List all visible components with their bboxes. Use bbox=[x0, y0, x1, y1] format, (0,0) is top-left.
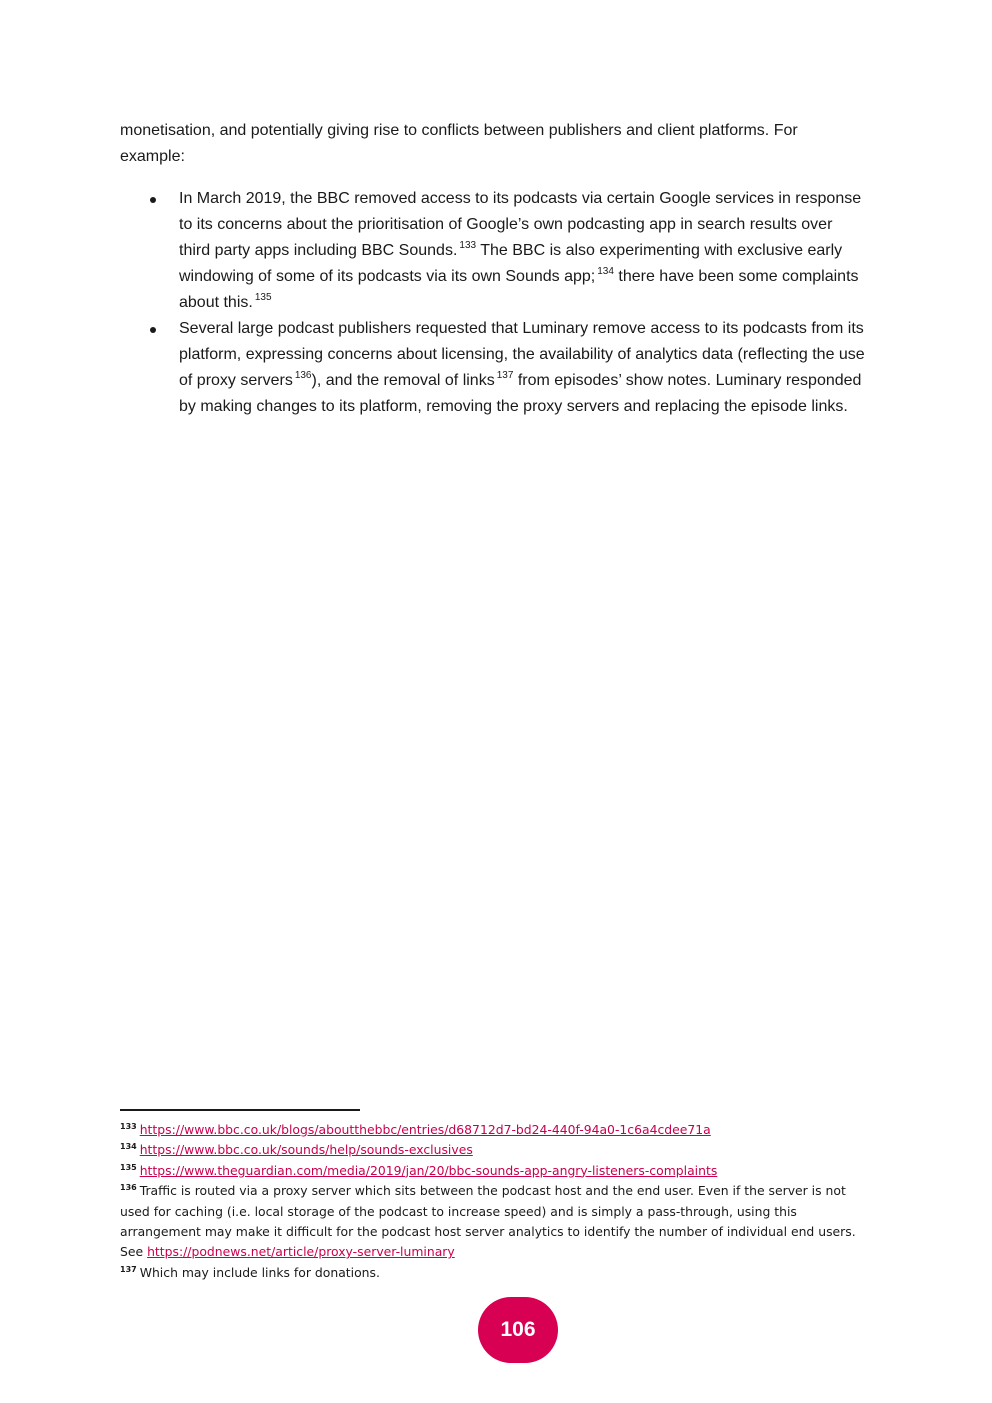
footnote-135 bbox=[120, 1161, 868, 1181]
intro-paragraph: monetisation, and potentially giving rise to conflicts between publishers and client platforms. For example: bbox=[120, 122, 798, 165]
page-number-badge: 106 bbox=[478, 1297, 558, 1363]
footnote-ref[interactable]: 136 bbox=[294, 370, 312, 381]
footnote-137 bbox=[120, 1263, 868, 1283]
bullet-icon bbox=[150, 197, 156, 203]
body-text bbox=[120, 118, 865, 420]
bullet-text: In March 2019, the BBC removed access to its podcasts via certain Google services in response to its concerns about the prioritisation of Google’s own podcasting app in search results over third party apps including BBC Sounds. bbox=[179, 190, 862, 259]
footnote-link[interactable]: https://podnews.net/article/proxy-server-luminary bbox=[147, 1244, 455, 1260]
footnote-number: 134 bbox=[120, 1142, 137, 1152]
footnote-ref[interactable]: 133 bbox=[459, 240, 477, 251]
bullet-text: from episodes’ show notes. Luminary responded by making changes to its platform, removing the proxy servers and replacing the episode links. bbox=[179, 372, 862, 415]
footnote-number: 135 bbox=[120, 1162, 137, 1172]
footnote-text: Traffic is routed via a proxy server which sits between the podcast host and the end user. Even if the server is not used for caching (i.e. local storage of the podcast to increase speed) and is simply a pass-through, using this arrangement may make it difficult for the podcast host server analytics to identify the number of individual end users. See bbox=[120, 1183, 856, 1260]
footnote-134 bbox=[120, 1140, 868, 1160]
footnote-link[interactable]: https://www.bbc.co.uk/blogs/aboutthebbc/entries/d68712d7-bd24-440f-94a0-1c6a4cdee71a bbox=[139, 1122, 711, 1137]
bullet-text: Several large podcast publishers requested that Luminary remove access to its podcasts from its platform, expressing concerns about licensing, the availability of analytics data (reflecting the use of proxy servers bbox=[179, 320, 865, 389]
footnote-ref[interactable]: 135 bbox=[254, 292, 272, 303]
footnotes bbox=[120, 1120, 868, 1283]
footnote-number: 136 bbox=[120, 1183, 137, 1193]
bullet-text: The BBC is also experimenting with exclusive early windowing of some of its podcasts via its own Sounds app; bbox=[179, 242, 843, 285]
footnote-ref[interactable]: 137 bbox=[496, 370, 514, 381]
footnote-link[interactable]: https://www.theguardian.com/media/2019/jan/20/bbc-sounds-app-angry-listeners-complaints bbox=[139, 1162, 718, 1178]
footnote-separator bbox=[120, 1109, 360, 1111]
footnote-text: Which may include links for donations. bbox=[139, 1264, 380, 1280]
list-item bbox=[120, 186, 865, 316]
footnote-number: 137 bbox=[120, 1264, 137, 1274]
bullet-icon bbox=[150, 327, 156, 333]
footnote-133 bbox=[120, 1120, 868, 1140]
footnote-number: 133 bbox=[120, 1122, 137, 1131]
footnote-ref[interactable]: 134 bbox=[597, 266, 614, 277]
bullet-list bbox=[120, 186, 865, 420]
footnote-link[interactable]: https://www.bbc.co.uk/sounds/help/sounds-exclusives bbox=[139, 1142, 473, 1158]
bullet-text: ), and the removal of links bbox=[311, 372, 495, 389]
bullet-text: there have been some complaints about this. bbox=[179, 268, 859, 311]
footnote-136 bbox=[120, 1181, 868, 1263]
list-item bbox=[120, 316, 865, 420]
